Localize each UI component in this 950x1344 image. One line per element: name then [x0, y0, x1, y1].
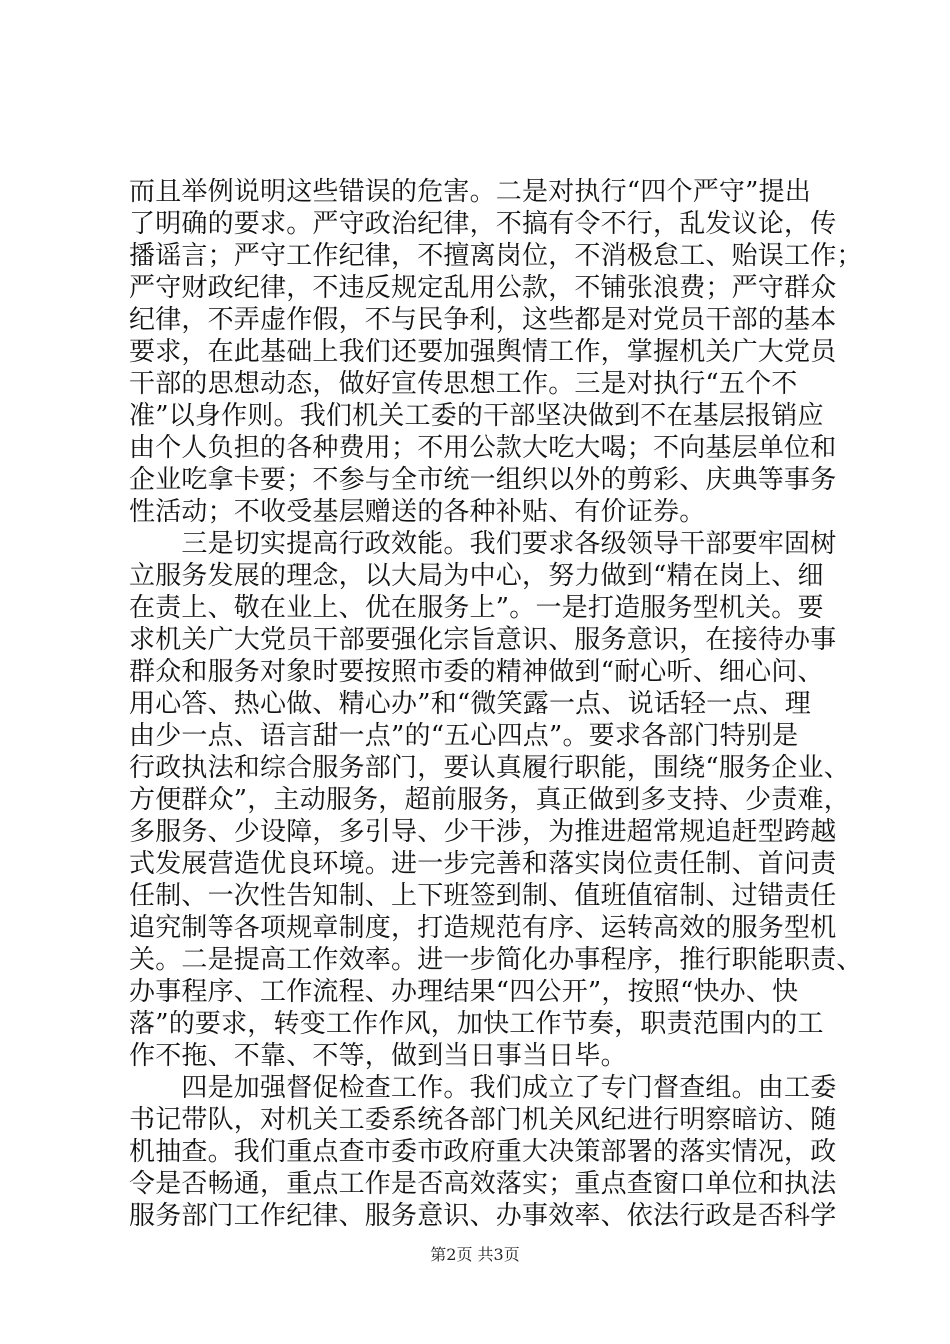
text-line: 播谣言；严守工作纪律，不擅离岗位，不消极怠工、贻误工作；: [129, 241, 863, 271]
text-line: 行政执法和综合服务部门，要认真履行职能，围绕“服务企业、: [129, 753, 850, 783]
text-line: 要求，在此基础上我们还要加强舆情工作，掌握机关广大党员: [129, 337, 837, 367]
text-line: 在责上、敬在业上、优在服务上”。一是打造服务型机关。要: [129, 593, 824, 623]
text-line: 令是否畅通，重点工作是否高效落实；重点查窗口单位和执法: [129, 1169, 837, 1199]
text-line: 作不拖、不靠、不等，做到当日事当日毕。: [129, 1041, 627, 1071]
text-line: 立服务发展的理念，以大局为中心，努力做到“精在岗上、细: [129, 561, 824, 591]
text-line: 任制、一次性告知制、上下班签到制、值班值宿制、过错责任: [129, 881, 837, 911]
paragraph-start-line: 四是加强督促检查工作。我们成立了专门督查组。由工委: [129, 1073, 837, 1103]
text-line: 服务部门工作纪律、服务意识、办事效率、依法行政是否科学: [129, 1201, 837, 1231]
page-footer: [0, 1245, 950, 1265]
text-line: 落”的要求，转变工作作风，加快工作节奏，职责范围内的工: [129, 1009, 824, 1039]
text-line: 严守财政纪律，不违反规定乱用公款，不铺张浪费；严守群众: [129, 273, 837, 303]
text-line: 企业吃拿卡要；不参与全市统一组织以外的剪彩、庆典等事务: [129, 465, 837, 495]
text-line: 纪律，不弄虚作假，不与民争利，这些都是对党员干部的基本: [129, 305, 837, 335]
text-line: 求机关广大党员干部要强化宗旨意识、服务意识，在接待办事: [129, 625, 837, 655]
text-line: 多服务、少设障，多引导、少干涉，为推进超常规追赶型跨越: [129, 817, 837, 847]
text-line: 性活动；不收受基层赠送的各种补贴、有价证券。: [129, 497, 706, 527]
text-line: 群众和服务对象时要按照市委的精神做到“耐心听、细心问、: [129, 657, 824, 687]
text-line: 由个人负担的各种费用；不用公款大吃大喝；不向基层单位和: [129, 433, 837, 463]
text-line: 追究制等各项规章制度，打造规范有序、运转高效的服务型机: [129, 913, 837, 943]
text-line: 干部的思想动态，做好宣传思想工作。三是对执行“五个不: [129, 369, 798, 399]
body-text: [129, 176, 863, 1232]
text-line: 用心答、热心做、精心办”和“微笑露一点、说话轻一点、理: [129, 689, 811, 719]
text-line: 书记带队，对机关工委系统各部门机关风纪进行明察暗访、随: [129, 1105, 837, 1135]
text-line: 办事程序、工作流程、办理结果“四公开”，按照“快办、快: [129, 977, 799, 1007]
page-number-label: 第2页 共3页: [430, 1245, 520, 1264]
text-line: 机抽查。我们重点查市委市政府重大决策部署的落实情况，政: [129, 1137, 837, 1167]
text-line: 准”以身作则。我们机关工委的干部坚决做到不在基层报销应: [129, 401, 824, 431]
text-line: 了明确的要求。严守政治纪律，不搞有令不行，乱发议论，传: [129, 209, 837, 239]
text-line: 由少一点、语言甜一点”的“五心四点”。要求各部门特别是: [129, 721, 799, 751]
paragraph-start-line: 三是切实提高行政效能。我们要求各级领导干部要牢固树: [129, 529, 837, 559]
text-line: 而且举例说明这些错误的危害。二是对执行“四个严守”提出: [129, 177, 811, 207]
text-line: 式发展营造优良环境。进一步完善和落实岗位责任制、首问责: [129, 849, 837, 879]
text-line: 方便群众”，主动服务，超前服务，真正做到多支持、少责难，: [129, 785, 850, 815]
text-line: 关。二是提高工作效率。进一步简化办事程序，推行职能职责、: [129, 945, 863, 975]
